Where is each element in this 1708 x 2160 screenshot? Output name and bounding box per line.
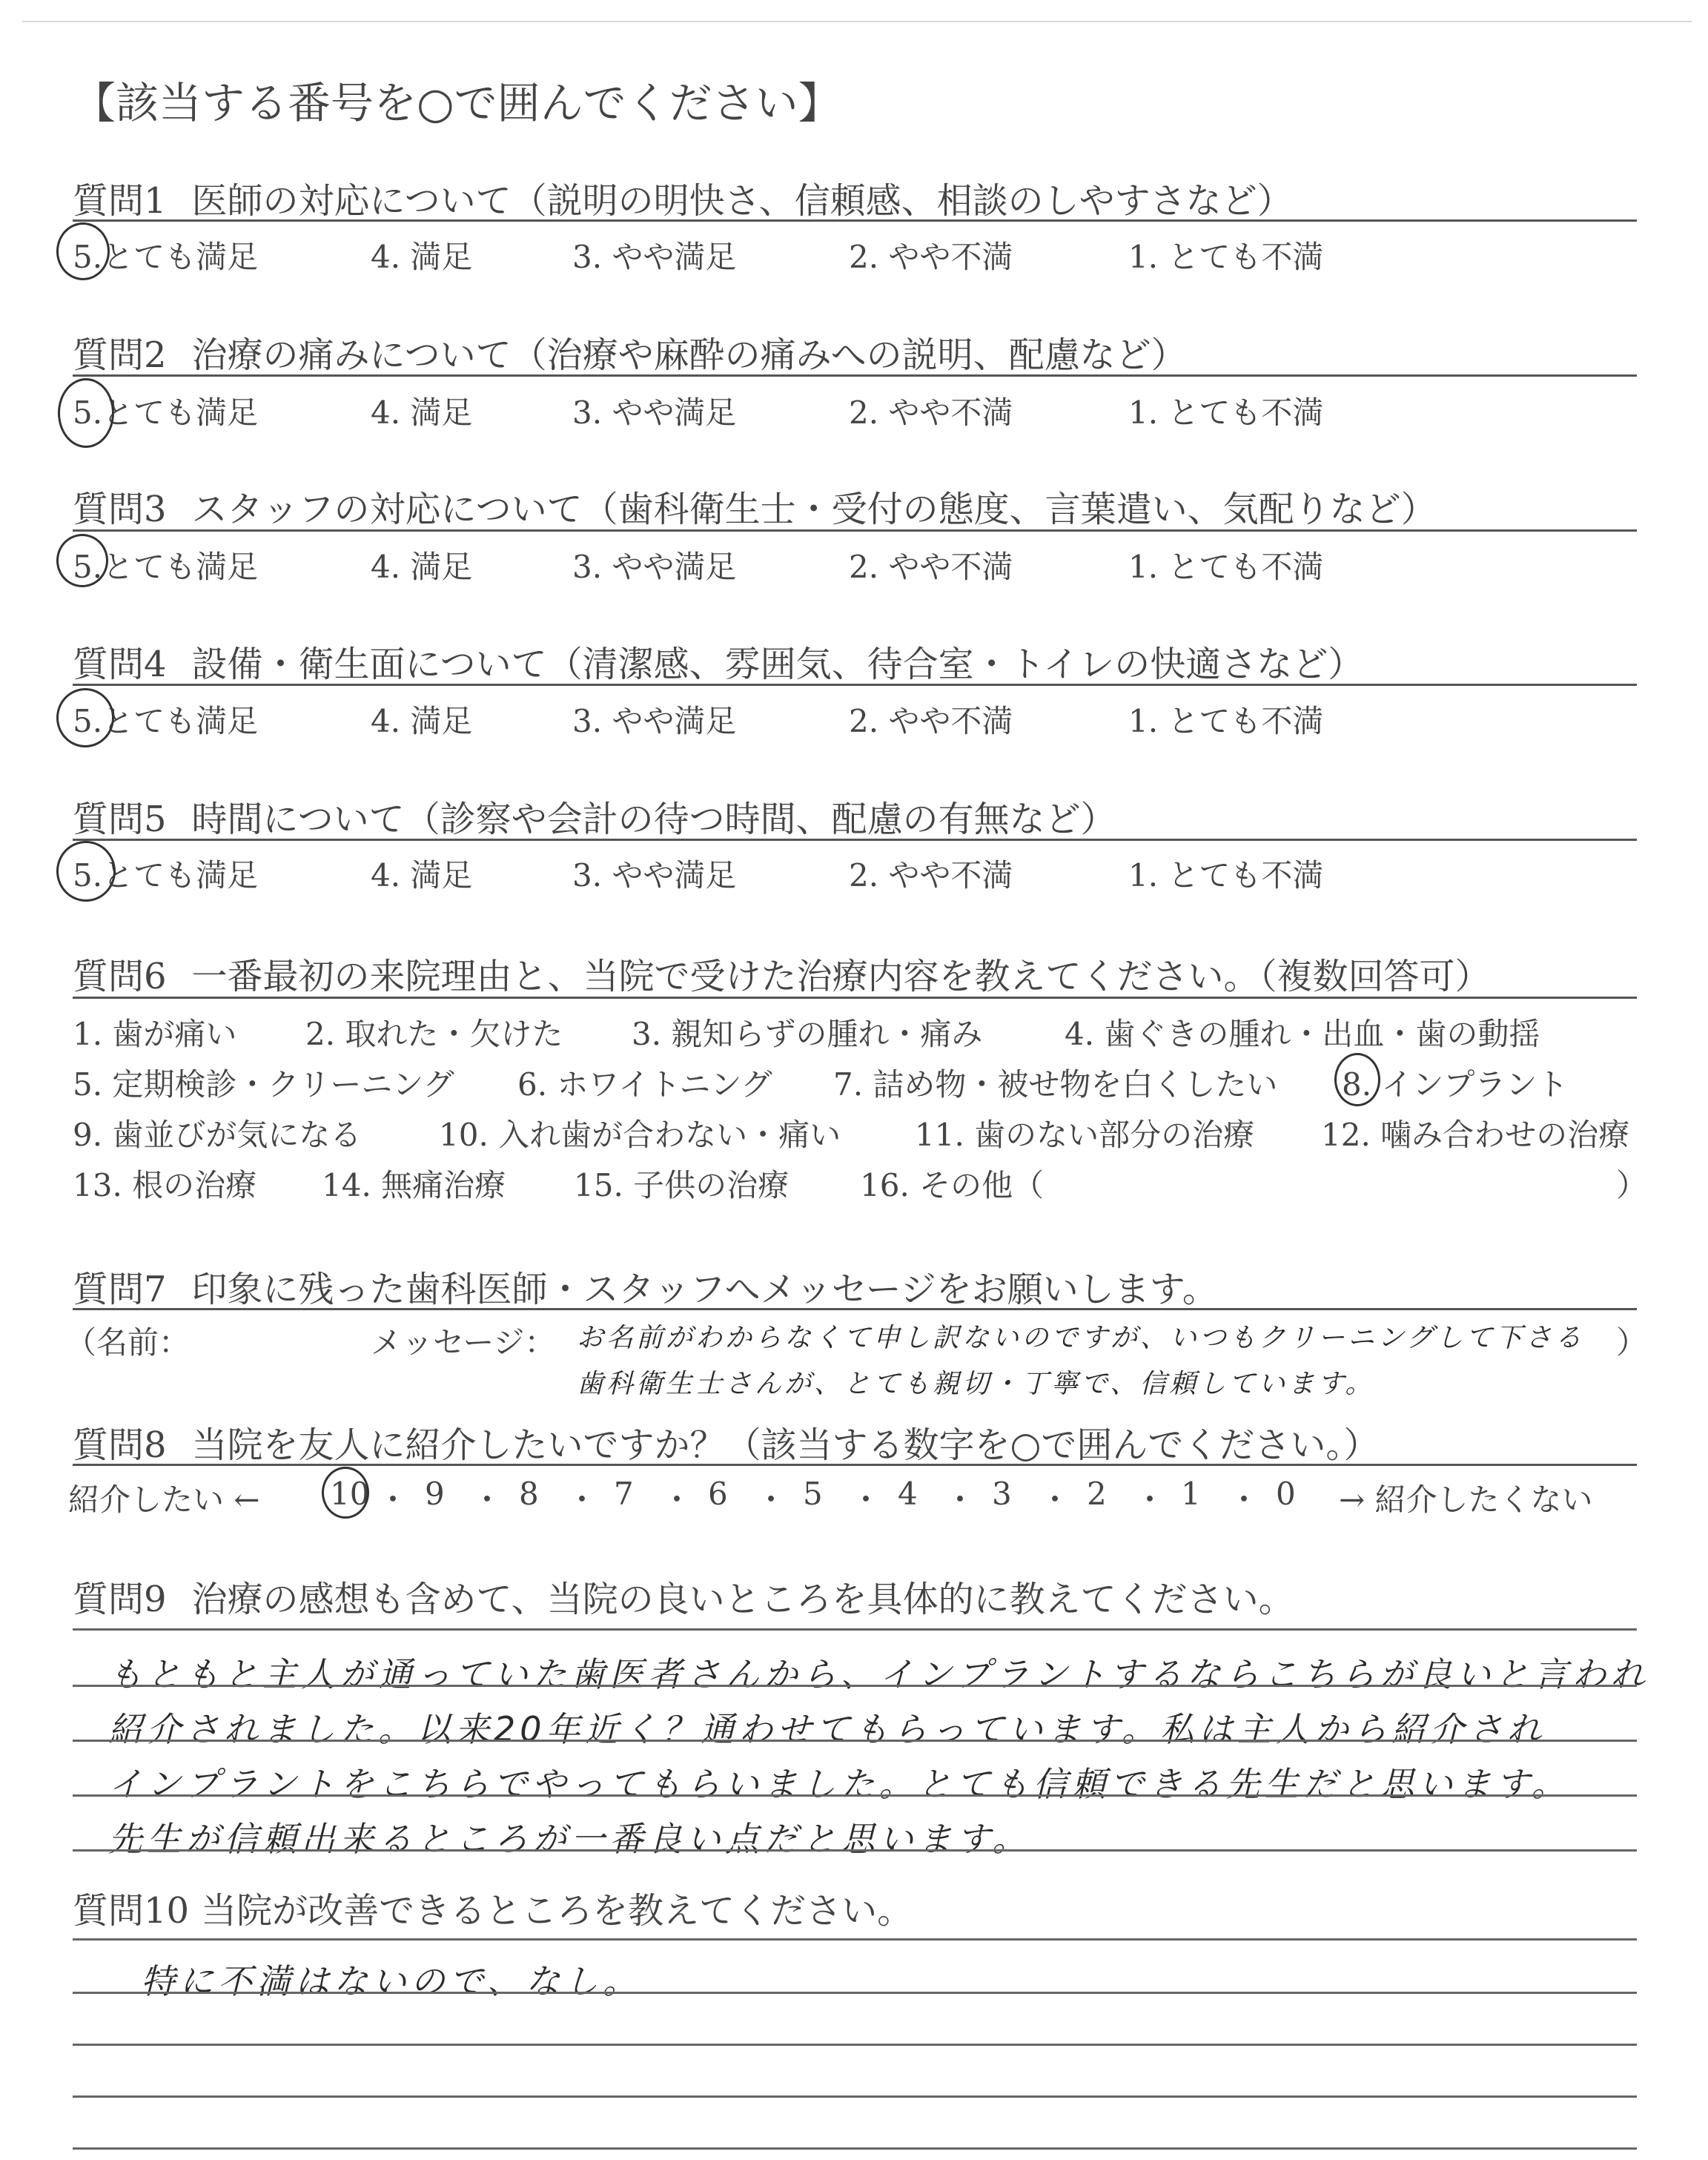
q5-option-1[interactable]: 1. とても不満	[1128, 857, 1324, 894]
q10-answer-line-1: 特に不満はないので、なし。	[141, 1961, 642, 2001]
q3-option-2[interactable]: 2. やや不満	[849, 549, 1013, 585]
q6-choice-9[interactable]: 9. 歯並びが気になる	[73, 1117, 362, 1153]
question-4-label: 質問4	[73, 644, 167, 685]
page-title: 【該当する番号を○で囲んでください】	[73, 78, 841, 128]
q8-scale-value[interactable]: 7	[614, 1476, 634, 1512]
q2-option-2[interactable]: 2. やや不満	[849, 394, 1013, 431]
q4-option-2[interactable]: 2. やや不満	[849, 703, 1013, 739]
question-3-rule	[73, 529, 1637, 532]
q6-choice-11[interactable]: 11. 歯のない部分の治療	[915, 1117, 1255, 1153]
q8-selected-circle	[322, 1467, 369, 1519]
q8-scale-dot: ・	[1039, 1482, 1071, 1518]
q4-option-3[interactable]: 3. やや満足	[572, 703, 737, 739]
question-7-text: 印象に残った歯科医師・スタッフへメッセージをお願いします。	[191, 1269, 1218, 1310]
q8-left-label: 紹介したい ←	[68, 1482, 260, 1518]
q6-choice-14[interactable]: 14. 無痛治療	[322, 1167, 506, 1203]
q3-option-1[interactable]: 1. とても不満	[1128, 549, 1324, 585]
scan-edge	[22, 21, 1692, 22]
question-4-rule	[73, 684, 1637, 686]
q10-line-3	[73, 2095, 1637, 2098]
q9-answer-line-2: 紹介されました。以来20年近く？通わせてもらっています。私は主人から紹介され	[108, 1709, 1546, 1749]
question-8-text: 当院を友人に紹介したいですか？（該当する数字を○で囲んでください。）	[191, 1424, 1380, 1466]
q5-option-2[interactable]: 2. やや不満	[849, 857, 1013, 894]
q8-right-label: → 紹介したくない	[1339, 1482, 1593, 1518]
q8-scale-value[interactable]: 9	[425, 1476, 445, 1512]
q8-scale-value[interactable]: 1	[1181, 1476, 1201, 1512]
question-3-text: スタッフの対応について（歯科衛生士・受付の態度、言葉遣い、気配りなど）	[191, 489, 1437, 530]
q5-selected-circle	[56, 841, 116, 902]
q6-choice-4[interactable]: 4. 歯ぐきの腫れ・出血・歯の動揺	[1065, 1016, 1540, 1052]
q9-line-1	[73, 1685, 1637, 1687]
question-2-label: 質問2	[73, 334, 167, 376]
q6-choice-7[interactable]: 7. 詰め物・被せ物を白くしたい	[833, 1066, 1278, 1103]
q9-line-0	[73, 1628, 1637, 1631]
q7-message-line-1: お名前がわからなくて申し訳ないのですが、いつもクリーニングして下さる	[577, 1323, 1585, 1353]
q7-name-label: （名前：	[65, 1324, 191, 1361]
q4-option-1[interactable]: 1. とても不満	[1128, 703, 1324, 739]
q2-option-5[interactable]: 5.とても満足	[73, 394, 259, 431]
q8-scale-value[interactable]: 4	[898, 1476, 918, 1512]
q8-scale-value[interactable]: 3	[992, 1476, 1012, 1512]
q8-scale-value[interactable]: 8	[519, 1476, 539, 1512]
question-1	[73, 172, 1293, 223]
question-1-text: 医師の対応について（説明の明快さ、信頼感、相談のしやすさなど）	[191, 180, 1293, 222]
question-10-text: 当院が改善できるところを教えてください。	[201, 1890, 913, 1932]
q4-selected-circle	[56, 688, 114, 747]
q6-choice-1[interactable]: 1. 歯が痛い	[73, 1016, 237, 1052]
q3-option-5[interactable]: 5.とても満足	[73, 549, 259, 585]
question-8-label: 質問8	[73, 1424, 167, 1466]
q8-scale-value[interactable]: 5	[803, 1476, 823, 1512]
q1-option-3[interactable]: 3. やや満足	[572, 239, 737, 275]
q7-message-line-2: 歯科衛生士さんが、とても親切・丁寧で、信頼しています。	[577, 1369, 1375, 1399]
q1-option-5[interactable]: 5.とても満足	[73, 239, 259, 275]
q8-scale-dot: ・	[1134, 1482, 1166, 1518]
q5-option-5[interactable]: 5.とても満足	[73, 857, 259, 894]
q10-line-2	[73, 2044, 1637, 2046]
q1-selected-circle	[56, 222, 110, 280]
q9-line-4	[73, 1849, 1637, 1852]
q3-option-3[interactable]: 3. やや満足	[572, 549, 737, 585]
question-1-rule	[73, 219, 1637, 222]
q7-message-close: ）	[1616, 1324, 1648, 1361]
question-3	[73, 480, 1437, 532]
q6-choice-13[interactable]: 13. 根の治療	[73, 1167, 257, 1203]
q9-answer-line-3: インプラントをこちらでやってもらいました。とても信頼できる先生だと思います。	[108, 1764, 1570, 1804]
q6-selected-circle	[1334, 1053, 1380, 1106]
question-7-rule	[73, 1308, 1637, 1310]
q8-scale-dot: ・	[471, 1482, 503, 1518]
q6-choice-16-close: ）	[1616, 1167, 1648, 1203]
q8-scale-value[interactable]: 10	[330, 1476, 370, 1512]
q10-line-1	[73, 1992, 1637, 1994]
question-6-text: 一番最初の来院理由と、当院で受けた治療内容を教えてください。（複数回答可）	[191, 956, 1491, 997]
question-8	[73, 1416, 1379, 1467]
q4-option-4[interactable]: 4. 満足	[371, 703, 473, 739]
question-7	[73, 1261, 1218, 1312]
question-6	[73, 948, 1491, 999]
q6-choice-8[interactable]: 8. インプラント	[1342, 1066, 1569, 1103]
question-6-label: 質問6	[73, 956, 167, 997]
question-1-label: 質問1	[73, 180, 167, 222]
q2-selected-circle	[58, 378, 114, 448]
q3-selected-circle	[56, 534, 108, 587]
q9-line-3	[73, 1794, 1637, 1797]
q6-choice-3[interactable]: 3. 親知らずの腫れ・痛み	[632, 1016, 983, 1052]
question-5-text: 時間について（診察や会計の待つ時間、配慮の有無など）	[191, 799, 1116, 840]
question-4	[73, 635, 1363, 687]
q8-scale-dot: ・	[377, 1482, 409, 1518]
q10-line-0	[73, 1938, 1637, 1941]
question-5	[73, 790, 1116, 842]
q8-scale-dot: ・	[850, 1482, 882, 1518]
q9-answer-line-4: 先生が信頼出来るところが一番良い点だと思います。	[108, 1819, 1031, 1859]
q6-choice-2[interactable]: 2. 取れた・欠けた	[305, 1016, 563, 1052]
q9-line-2	[73, 1740, 1637, 1742]
q6-choice-5[interactable]: 5. 定期検診・クリーニング	[73, 1066, 454, 1103]
question-10	[73, 1882, 913, 1933]
question-2	[73, 326, 1187, 377]
q1-option-4[interactable]: 4. 満足	[371, 239, 473, 275]
question-4-text: 設備・衛生面について（清潔感、雰囲気、待合室・トイレの快適さなど）	[191, 644, 1364, 685]
q7-message-label: メッセージ：	[371, 1324, 556, 1361]
q1-option-1[interactable]: 1. とても不満	[1128, 239, 1324, 275]
q2-option-3[interactable]: 3. やや満足	[572, 394, 737, 431]
q6-choice-12[interactable]: 12. 噛み合わせの治療	[1321, 1117, 1630, 1153]
question-3-label: 質問3	[73, 489, 167, 530]
q10-line-4	[73, 2147, 1637, 2150]
q8-scale-dot: ・	[1228, 1482, 1260, 1518]
question-7-label: 質問7	[73, 1269, 167, 1310]
q8-scale-dot: ・	[944, 1482, 976, 1518]
question-2-text: 治療の痛みについて（治療や麻酔の痛みへの説明、配慮など）	[191, 334, 1187, 376]
q1-option-2[interactable]: 2. やや不満	[849, 239, 1013, 275]
question-5-label: 質問5	[73, 799, 167, 840]
question-10-label: 質問10	[73, 1890, 190, 1932]
q2-option-4[interactable]: 4. 満足	[371, 394, 473, 431]
question-6-rule	[73, 997, 1637, 999]
q5-option-4[interactable]: 4. 満足	[371, 857, 473, 894]
q9-answer-line-1: もともと主人が通っていた歯医者さんから、インプラントするならこちらが良いと言われ	[108, 1654, 1649, 1694]
q3-option-4[interactable]: 4. 満足	[371, 549, 473, 585]
q4-option-5[interactable]: 5.とても満足	[73, 703, 259, 739]
q8-scale-dot: ・	[661, 1482, 693, 1518]
question-8-rule	[73, 1464, 1637, 1466]
q5-option-3[interactable]: 3. やや満足	[572, 857, 737, 894]
question-9-text: 治療の感想も含めて、当院の良いところを具体的に教えてください。	[191, 1579, 1294, 1620]
q6-choice-16[interactable]: 16. その他（	[860, 1167, 1045, 1203]
q8-scale-value[interactable]: 6	[708, 1476, 728, 1512]
q6-choice-6[interactable]: 6. ホワイトニング	[517, 1066, 772, 1103]
question-5-rule	[73, 839, 1637, 841]
q8-scale-value[interactable]: 2	[1087, 1476, 1107, 1512]
q6-choice-15[interactable]: 15. 子供の治療	[574, 1167, 790, 1203]
question-9-label: 質問9	[73, 1579, 167, 1620]
question-2-rule	[73, 374, 1637, 377]
q6-choice-10[interactable]: 10. 入れ歯が合わない・痛い	[439, 1117, 841, 1153]
q8-scale-dot: ・	[566, 1482, 598, 1518]
q8-scale-dot: ・	[755, 1482, 787, 1518]
q8-scale-value[interactable]: 0	[1276, 1476, 1296, 1512]
question-9	[73, 1571, 1294, 1622]
q2-option-1[interactable]: 1. とても不満	[1128, 394, 1324, 431]
